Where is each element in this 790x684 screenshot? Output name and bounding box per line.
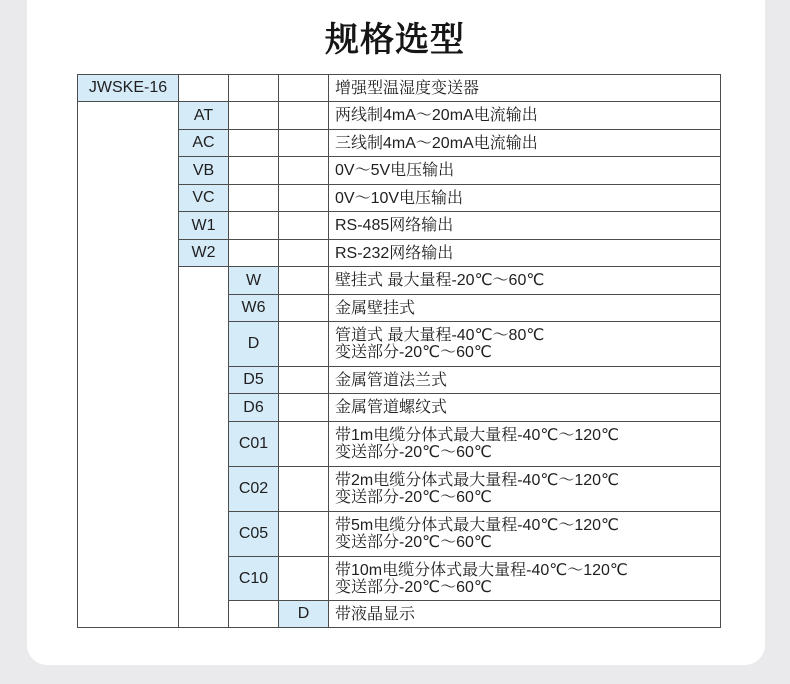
model-description-cell [329,75,721,102]
description-line: 增强型温湿度变送器 [335,79,480,97]
empty-cell [279,557,329,601]
description-line: 变送部分-20℃～60℃ [335,534,492,551]
description-line: 变送部分-20℃～60℃ [335,489,492,506]
output-description-cell [329,185,721,212]
description-line: 金属壁挂式 [335,299,416,317]
description-line: 带2m电缆分体式最大量程-40℃～120℃ [335,472,619,489]
output-code-cell: VB [179,157,229,185]
output-code-cell: AC [179,130,229,157]
mounting-description-cell [329,467,721,512]
page-title: 规格选型 [325,21,465,59]
empty-cell [279,512,329,557]
mounting-code-cell: C05 [229,512,279,557]
mounting-code-cell: C02 [229,467,279,512]
description-line: 0V～10V电压输出 [335,189,464,207]
output-code-cell: W2 [179,240,229,267]
model-code-cell: JWSKE-16 [78,75,179,102]
output-code-cell: AT [179,102,229,130]
mounting-description-cell [329,295,721,322]
mounting-description-cell [329,267,721,295]
mounting-code-cell: D [229,322,279,367]
empty-cell [229,157,279,185]
description-line: 金属管道法兰式 [335,371,448,389]
mounting-code-cell: C10 [229,557,279,601]
empty-cell [279,102,329,130]
empty-cell [279,295,329,322]
mounting-description-cell [329,322,721,367]
empty-cell [279,240,329,267]
mounting-code-cell: W [229,267,279,295]
merged-empty-cell [179,267,229,628]
description-line: 带1m电缆分体式最大量程-40℃～120℃ [335,427,619,444]
empty-cell [279,75,329,102]
mounting-description-cell [329,512,721,557]
mounting-code-cell: D5 [229,367,279,394]
empty-cell [279,185,329,212]
description-line: 带液晶显示 [335,605,416,623]
empty-cell [279,157,329,185]
description-line: 变送部分-20℃～60℃ [335,444,492,461]
description-line: 三线制4mA～20mA电流输出 [335,134,538,152]
description-line: 壁挂式 最大量程-20℃～60℃ [335,272,545,289]
description-line: 变送部分-20℃～60℃ [335,578,492,596]
empty-cell [229,240,279,267]
mounting-code-cell: D6 [229,394,279,422]
description-line: 两线制4mA～20mA电流输出 [335,107,538,124]
empty-cell [279,467,329,512]
description-line: RS-232网络输出 [335,244,454,262]
empty-cell [229,601,279,628]
empty-cell [279,422,329,467]
description-line: RS-485网络输出 [335,217,454,234]
merged-empty-cell [78,102,179,628]
description-line: 金属管道螺纹式 [335,399,448,416]
empty-cell [279,367,329,394]
empty-cell [229,185,279,212]
mounting-code-cell: W6 [229,295,279,322]
mounting-description-cell [329,367,721,394]
empty-cell [229,102,279,130]
empty-cell [229,130,279,157]
empty-cell [279,322,329,367]
mounting-code-cell: C01 [229,422,279,467]
mounting-description-cell [329,394,721,422]
empty-cell [279,394,329,422]
display-description-cell [329,601,721,628]
description-line: 管道式 最大量程-40℃～80℃ [335,327,545,344]
empty-cell [279,130,329,157]
empty-cell [279,267,329,295]
mounting-description-cell [329,422,721,467]
mounting-description-cell [329,557,721,601]
output-description-cell [329,130,721,157]
empty-cell [179,75,229,102]
output-description-cell [329,240,721,267]
description-line: 变送部分-20℃～60℃ [335,344,492,361]
empty-cell [229,75,279,102]
empty-cell [279,212,329,240]
output-description-cell [329,212,721,240]
description-line: 带5m电缆分体式最大量程-40℃～120℃ [335,517,619,534]
description-line: 0V～5V电压输出 [335,162,455,179]
output-description-cell [329,157,721,185]
spec-table [77,74,721,628]
output-code-cell: VC [179,185,229,212]
empty-cell [229,212,279,240]
display-code-cell: D [279,601,329,628]
output-description-cell [329,102,721,130]
description-line: 带10m电缆分体式最大量程-40℃～120℃ [335,561,628,579]
output-code-cell: W1 [179,212,229,240]
